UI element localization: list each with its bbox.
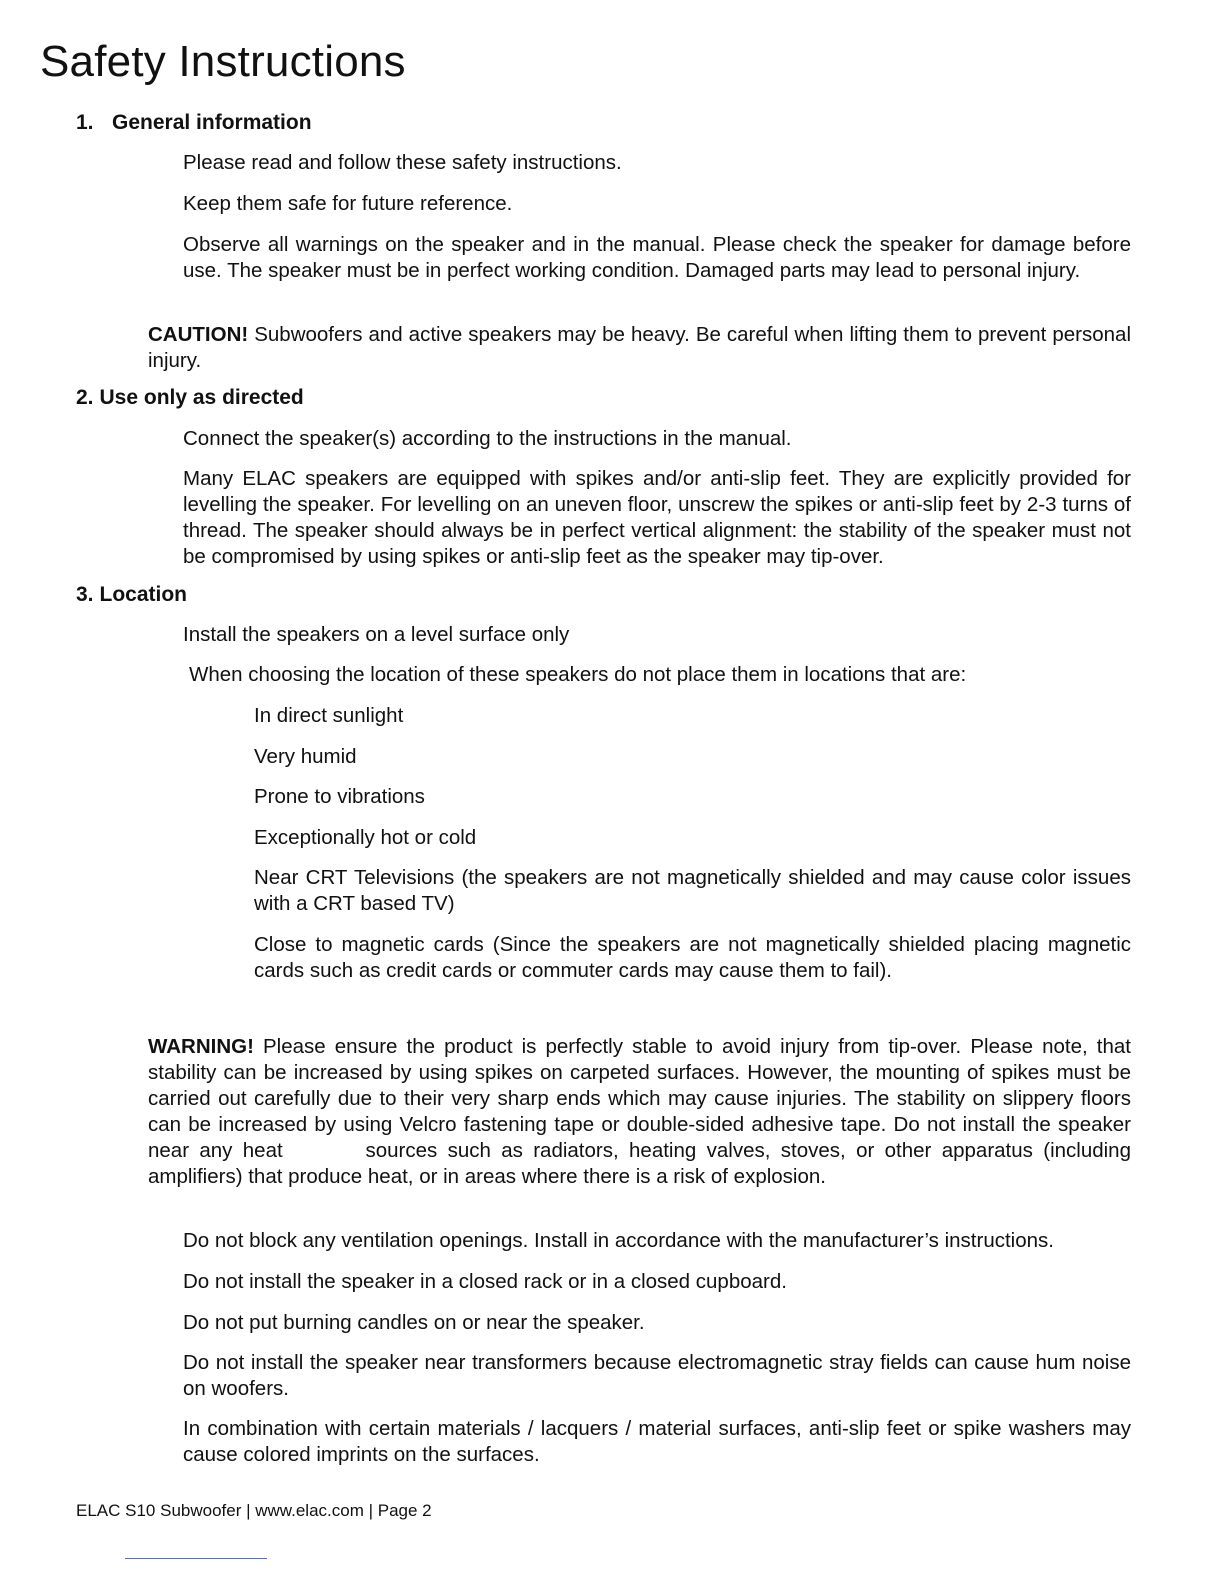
location-item: Very humid	[254, 745, 357, 768]
section-number: 1.	[76, 111, 94, 134]
paragraph-spikes-feet: Many ELAC speakers are equipped with spikes and/or anti-slip feet. They are explicitly provided for levelling the speaker. For levelling on an uneven floor, unscrew the spikes or anti-slip feet by 2-3 turns of thread. The speaker should always be in perfect vertical alignment: the stability of the speaker must not be compromised by using spikes or anti-slip feet as the speaker may tip-over.	[183, 467, 1131, 568]
section-number: 2.	[76, 386, 94, 409]
paragraph-closed-rack: Do not install the speaker in a closed rack or in a closed cupboard.	[183, 1270, 787, 1293]
section-title: Use only as directed	[99, 386, 304, 409]
location-item: Close to magnetic cards (Since the speakers are not magnetically shielded placing magnetic cards such as credit cards or commuter cards may cause them to fail).	[254, 933, 1131, 982]
warning-notice	[148, 1034, 1137, 1190]
section-heading-use-as-directed	[76, 385, 304, 411]
page-title: Safety Instructions	[40, 37, 406, 86]
section-heading-location	[76, 582, 187, 608]
caution-label: CAUTION!	[148, 323, 249, 346]
location-item: In direct sunlight	[254, 704, 404, 727]
section-title: General information	[112, 111, 312, 134]
paragraph-read-instructions: Please read and follow these safety instructions.	[183, 151, 622, 174]
caution-text: Subwoofers and active speakers may be heavy. Be careful when lifting them to prevent personal injury.	[148, 323, 1131, 372]
paragraph-observe-warnings: Observe all warnings on the speaker and in the manual. Please check the speaker for damage before use. The speaker must be in perfect working condition. Damaged parts may lead to personal injury.	[183, 233, 1131, 282]
paragraph-level-surface: Install the speakers on a level surface only	[183, 623, 570, 646]
section-number: 3.	[76, 583, 94, 606]
warning-text: Please ensure the product is perfectly stable to avoid injury from tip-over. Please note, that stability can be increased by using spikes on carpeted surfaces. However, the mounting of spikes must be carried out carefully due to their very sharp ends which may cause injuries. The stability on slippery floors can be increased by using Velcro fastening tape or double-sided adhesive tape. Do not install the speaker near any heat sources such as radiators, heating valves, stoves, or other apparatus (including amplifiers) that produce heat, or in areas where there is a risk of explosion.	[148, 1035, 1137, 1188]
warning-label: WARNING!	[148, 1035, 254, 1058]
location-item: Exceptionally hot or cold	[254, 826, 477, 849]
paragraph-imprints: In combination with certain materials / lacquers / material surfaces, anti-slip feet or spike washers may cause colored imprints on the surfaces.	[183, 1417, 1131, 1466]
caution-notice	[148, 322, 1131, 374]
location-item: Prone to vibrations	[254, 785, 425, 808]
footer-divider	[125, 1558, 267, 1559]
paragraph-transformers: Do not install the speaker near transformers because electromagnetic stray fields can cause hum noise on woofers.	[183, 1351, 1131, 1400]
paragraph-choosing-location: When choosing the location of these speakers do not place them in locations that are:	[189, 663, 967, 686]
section-heading-general-information	[76, 110, 312, 136]
section-title: Location	[99, 583, 188, 606]
paragraph-candles: Do not put burning candles on or near the speaker.	[183, 1311, 645, 1334]
paragraph-keep-safe: Keep them safe for future reference.	[183, 192, 513, 215]
location-item: Near CRT Televisions (the speakers are not magnetically shielded and may cause color issues with a CRT based TV)	[254, 866, 1131, 915]
paragraph-ventilation: Do not block any ventilation openings. Install in accordance with the manufacturer’s instructions.	[183, 1229, 1054, 1252]
paragraph-connect-speakers: Connect the speaker(s) according to the instructions in the manual.	[183, 427, 792, 450]
page-footer: ELAC S10 Subwoofer | www.elac.com | Page 2	[76, 1501, 432, 1520]
